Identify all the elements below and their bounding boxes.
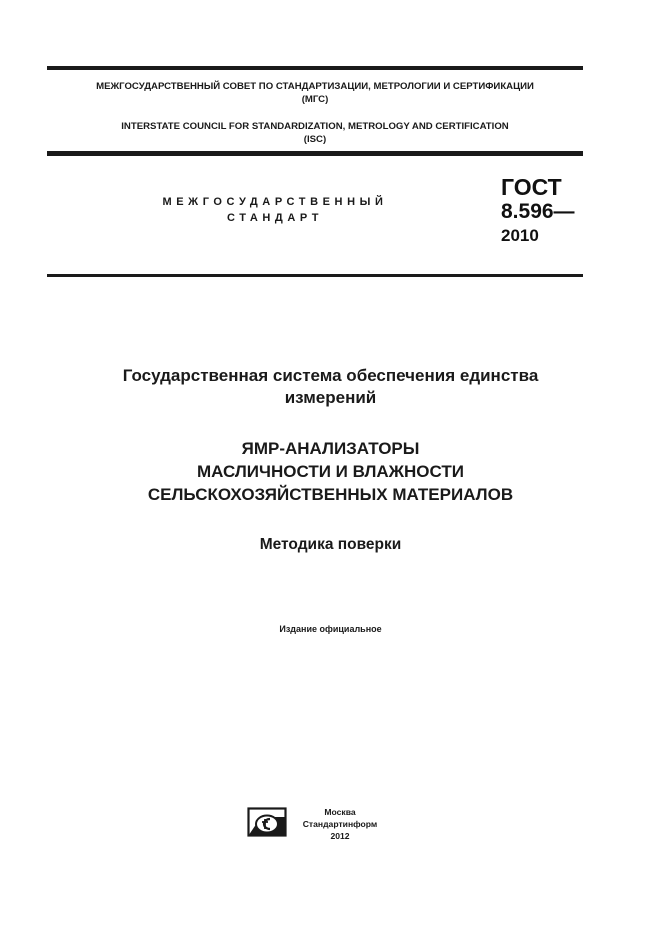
publisher-city: Москва (324, 807, 356, 817)
publisher-year: 2012 (330, 831, 350, 841)
council-ru-abbr: (МГС) (301, 94, 329, 105)
subtitle: Методика поверки (259, 536, 402, 553)
system-title-line2: измерений (284, 388, 377, 407)
standard-rule (47, 274, 583, 277)
gost-year: 2010 (501, 226, 539, 245)
council-en-abbr: (ISC) (303, 134, 327, 145)
main-title-line1: ЯМР-АНАЛИЗАТОРЫ (241, 439, 420, 458)
standard-type-line1: МЕЖГОСУДАРСТВЕННЫЙ (162, 196, 388, 208)
gost-label: ГОСТ (501, 174, 562, 200)
system-title-line1: Государственная система обеспечения единства (122, 366, 539, 385)
standartinform-logo-icon (247, 807, 287, 837)
standard-type-line2: СТАНДАРТ (226, 212, 324, 224)
edition-note: Издание официальное (279, 624, 382, 634)
publisher-name: Стандартинформ (302, 819, 378, 829)
council-ru (47, 80, 583, 106)
main-title-line2: МАСЛИЧНОСТИ И ВЛАЖНОСТИ (197, 462, 464, 481)
main-title-line3: СЕЛЬСКОХОЗЯЙСТВЕННЫХ МАТЕРИАЛОВ (147, 485, 514, 504)
gost-number: 8.596— (501, 200, 575, 223)
council-en-line1: INTERSTATE COUNCIL FOR STANDARDIZATION, METROLOGY AND CERTIFICATION (121, 121, 509, 132)
header-rule (47, 151, 583, 156)
council-en (47, 120, 583, 146)
top-rule (47, 66, 583, 70)
council-ru-line1: МЕЖГОСУДАРСТВЕННЫЙ СОВЕТ ПО СТАНДАРТИЗАЦИИ, МЕТРОЛОГИИ И СЕРТИФИКАЦИИ (96, 81, 534, 92)
